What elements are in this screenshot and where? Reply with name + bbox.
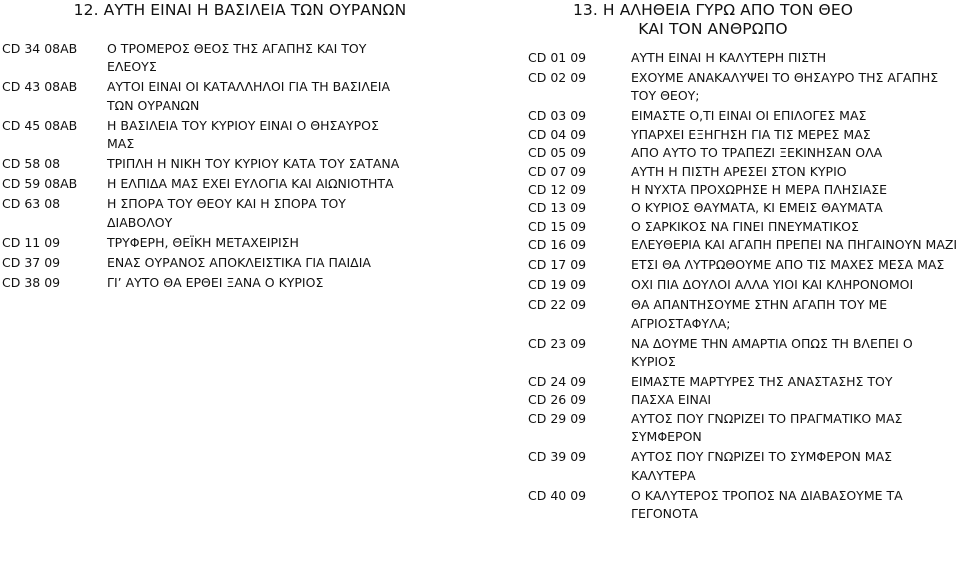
section-12-heading: 12. ΑΥΤΗ ΕΙΝΑΙ Η ΒΑΣΙΛΕΙΑ ΤΩΝ ΟΥΡΑΝΩΝ [73,1,407,19]
cd-code: CD 15 09 [528,218,587,234]
list-item [503,107,960,125]
cd-title: Ο ΣΑΡΚΙΚΟΣ ΝΑ ΓΙΝΕΙ ΠΝΕΥΜΑΤΙΚΟΣ [631,218,859,234]
list-item [0,234,470,252]
section-13-list [503,49,960,524]
list-item [503,49,960,67]
list-item [503,69,960,106]
cd-title: ΓΙ’ ΑΥΤΟ ΘΑ ΕΡΘΕΙ ΞΑΝΑ Ο ΚΥΡΙΟΣ [107,274,324,290]
section-13-heading-line1: 13. Η ΑΛΗΘΕΙΑ ΓΥΡΩ ΑΠΟ ΤΟΝ ΘΕΟ [572,1,854,19]
cd-code: CD 04 09 [528,126,587,142]
list-item [0,117,470,154]
list-item [503,335,960,372]
list-item [0,40,470,77]
cd-title: Ο ΚΑΛΥΤΕΡΟΣ ΤΡΟΠΟΣ ΝΑ ΔΙΑΒΑΣΟΥΜΕ ΤΑ ΓΕΓΟΝΟΤΑ [631,487,903,522]
cd-title: ΥΠΑΡΧΕΙ ΕΞΗΓΗΣΗ ΓΙΑ ΤΙΣ ΜΕΡΕΣ ΜΑΣ [631,126,871,142]
cd-code: CD 07 09 [528,163,587,179]
section-13-heading [503,1,923,39]
list-item [503,144,960,162]
cd-code: CD 03 09 [528,108,587,124]
cd-code: CD 13 09 [528,200,587,216]
list-item [503,199,960,217]
cd-code: CD 02 09 [528,70,587,85]
cd-code: CD 43 08AB [2,79,78,95]
cd-title: ΑΥΤΗ Η ΠΙΣΤΗ ΑΡΕΣΕΙ ΣΤΟΝ ΚΥΡΙΟ [631,163,847,179]
cd-code: CD 39 09 [528,449,587,465]
cd-title: ΕΝΑΣ ΟΥΡΑΝΟΣ ΑΠΟΚΛΕΙΣΤΙΚΑ ΓΙΑ ΠΑΙΔΙΑ [107,254,371,270]
list-item [0,175,470,193]
list-item [503,126,960,144]
cd-title: ΕΧΟΥΜΕ ΑΝΑΚΑΛΥΨΕΙ ΤΟ ΘΗΣΑΥΡΟ ΤΗΣ ΑΓΑΠΗΣ ΤΟΥ ΘΕΟΥ; [631,70,939,104]
cd-title: Ο ΚΥΡΙΟΣ ΘΑΥΜΑΤΑ, ΚΙ ΕΜΕΙΣ ΘΑΥΜΑΤΑ [631,200,883,216]
cd-title: Η ΝΥΧΤΑ ΠΡΟΧΩΡΗΣΕ Η ΜΕΡΑ ΠΛΗΣΙΑΣΕ [631,182,888,198]
cd-title: ΕΤΣΙ ΘΑ ΛΥΤΡΩΘΟΥΜΕ ΑΠΟ ΤΙΣ ΜΑΧΕΣ ΜΕΣΑ ΜΑΣ [631,257,945,273]
list-item [503,487,960,524]
cd-title: Η ΒΑΣΙΛΕΙΑ ΤΟΥ ΚΥΡΙΟΥ ΕΙΝΑΙ Ο ΘΗΣΑΥΡΟΣ ΜΑΣ [107,117,379,152]
list-item [503,256,960,274]
list-item [503,391,960,409]
list-item [503,410,960,447]
cd-code: CD 23 09 [528,335,587,351]
cd-title: ΑΥΤΟΣ ΠΟΥ ΓΝΩΡΙΖΕΙ ΤΟ ΠΡΑΓΜΑΤΙΚΟ ΜΑΣ ΣΥΜΦΕΡΟΝ [631,410,903,445]
cd-code: CD 38 09 [2,274,61,290]
cd-title: ΤΡΙΠΛΗ Η ΝΙΚΗ ΤΟΥ ΚΥΡΙΟΥ ΚΑΤΑ ΤΟΥ ΣΑΤΑΝΑ [107,156,400,172]
list-item [0,274,470,292]
cd-code: CD 34 08AB [2,41,78,56]
cd-code: CD 05 09 [528,145,587,161]
cd-code: CD 19 09 [528,277,587,293]
list-item [0,78,470,115]
cd-code: CD 12 09 [528,182,587,198]
cd-code: CD 24 09 [528,374,587,390]
cd-title: ΠΑΣΧΑ ΕΙΝΑΙ [631,392,712,408]
cd-code: CD 11 09 [2,234,61,250]
cd-code: CD 17 09 [528,257,587,273]
cd-code: CD 63 08 [2,196,61,212]
cd-title: ΟΧΙ ΠΙΑ ΔΟΥΛΟΙ ΑΛΛΑ ΥΙΟΙ ΚΑΙ ΚΛΗΡΟΝΟΜΟΙ [631,277,914,293]
cd-code: CD 45 08AB [2,117,78,133]
cd-code: CD 26 09 [528,392,587,408]
cd-title: ΑΥΤΗ ΕΙΝΑΙ Η ΚΑΛΥΤΕΡΗ ΠΙΣΤΗ [631,50,827,65]
section-12-list [0,40,470,292]
section-13-heading-line2: ΚΑΙ ΤΟΝ ΑΝΘΡΩΠΟ [638,20,788,38]
list-item [503,163,960,181]
cd-title: ΕΙΜΑΣΤΕ Ο,ΤΙ ΕΙΝΑΙ ΟΙ ΕΠΙΛΟΓΕΣ ΜΑΣ [631,108,867,124]
list-item [503,236,960,254]
cd-title: Η ΕΛΠΙΔΑ ΜΑΣ ΕΧΕΙ ΕΥΛΟΓΙΑ ΚΑΙ ΑΙΩΝΙΟΤΗΤΑ [107,176,394,192]
list-item [0,195,470,232]
cd-title: ΕΛΕΥΘΕΡΙΑ ΚΑΙ ΑΓΑΠΗ ΠΡΕΠΕΙ ΝΑ ΠΗΓΑΙΝΟΥΝ ΜΑΖΙ [631,237,958,253]
cd-code: CD 16 09 [528,237,587,253]
cd-code: CD 59 08AB [2,176,78,192]
cd-title: ΝΑ ΔΟΥΜΕ ΤΗΝ ΑΜΑΡΤΙΑ ΟΠΩΣ ΤΗ ΒΛΕΠΕΙ Ο ΚΥΡΙΟΣ [631,335,913,370]
cd-title: ΤΡΥΦΕΡΗ, ΘΕΪΚΗ ΜΕΤΑΧΕΙΡΙΣΗ [107,234,299,250]
list-item [0,155,470,173]
cd-code: CD 58 08 [2,156,61,172]
cd-title: ΕΙΜΑΣΤΕ ΜΑΡΤΥΡΕΣ ΤΗΣ ΑΝΑΣΤΑΣΗΣ ΤΟΥ [631,374,893,390]
cd-title: ΑΥΤΟΣ ΠΟΥ ΓΝΩΡΙΖΕΙ ΤΟ ΣΥΜΦΕΡΟΝ ΜΑΣ ΚΑΛΥΤΕΡΑ [631,449,893,483]
cd-title: Ο ΤΡΟΜΕΡΟΣ ΘΕΟΣ ΤΗΣ ΑΓΑΠΗΣ ΚΑΙ ΤΟΥ ΕΛΕΟΥΣ [107,41,367,75]
cd-code: CD 37 09 [2,254,61,270]
cd-code: CD 01 09 [528,50,587,65]
list-item [503,373,960,391]
left-column [0,0,470,294]
right-column [503,0,960,524]
cd-code: CD 22 09 [528,297,587,313]
list-item [503,448,960,485]
cd-title: ΑΥΤΟΙ ΕΙΝΑΙ ΟΙ ΚΑΤΑΛΛΗΛΟΙ ΓΙΑ ΤΗ ΒΑΣΙΛΕΙΑ ΤΩΝ ΟΥΡΑΝΩΝ [107,79,391,113]
list-item [503,296,960,333]
cd-code: CD 40 09 [528,487,587,503]
list-item [0,254,470,272]
list-item [503,218,960,236]
cd-code: CD 29 09 [528,410,587,426]
cd-title: ΑΠΟ ΑΥΤΟ ΤΟ ΤΡΑΠΕΖΙ ΞΕΚΙΝΗΣΑΝ ΟΛΑ [631,145,883,161]
list-item [503,181,960,199]
list-item [503,276,960,294]
cd-title: Η ΣΠΟΡΑ ΤΟΥ ΘΕΟΥ ΚΑΙ Η ΣΠΟΡΑ ΤΟΥ ΔΙΑΒΟΛΟΥ [107,196,346,230]
cd-title: ΘΑ ΑΠΑΝΤΗΣΟΥΜΕ ΣΤΗΝ ΑΓΑΠΗ ΤΟΥ ΜΕ ΑΓΡΙΟΣΤΑΦΥΛΑ; [631,297,888,331]
